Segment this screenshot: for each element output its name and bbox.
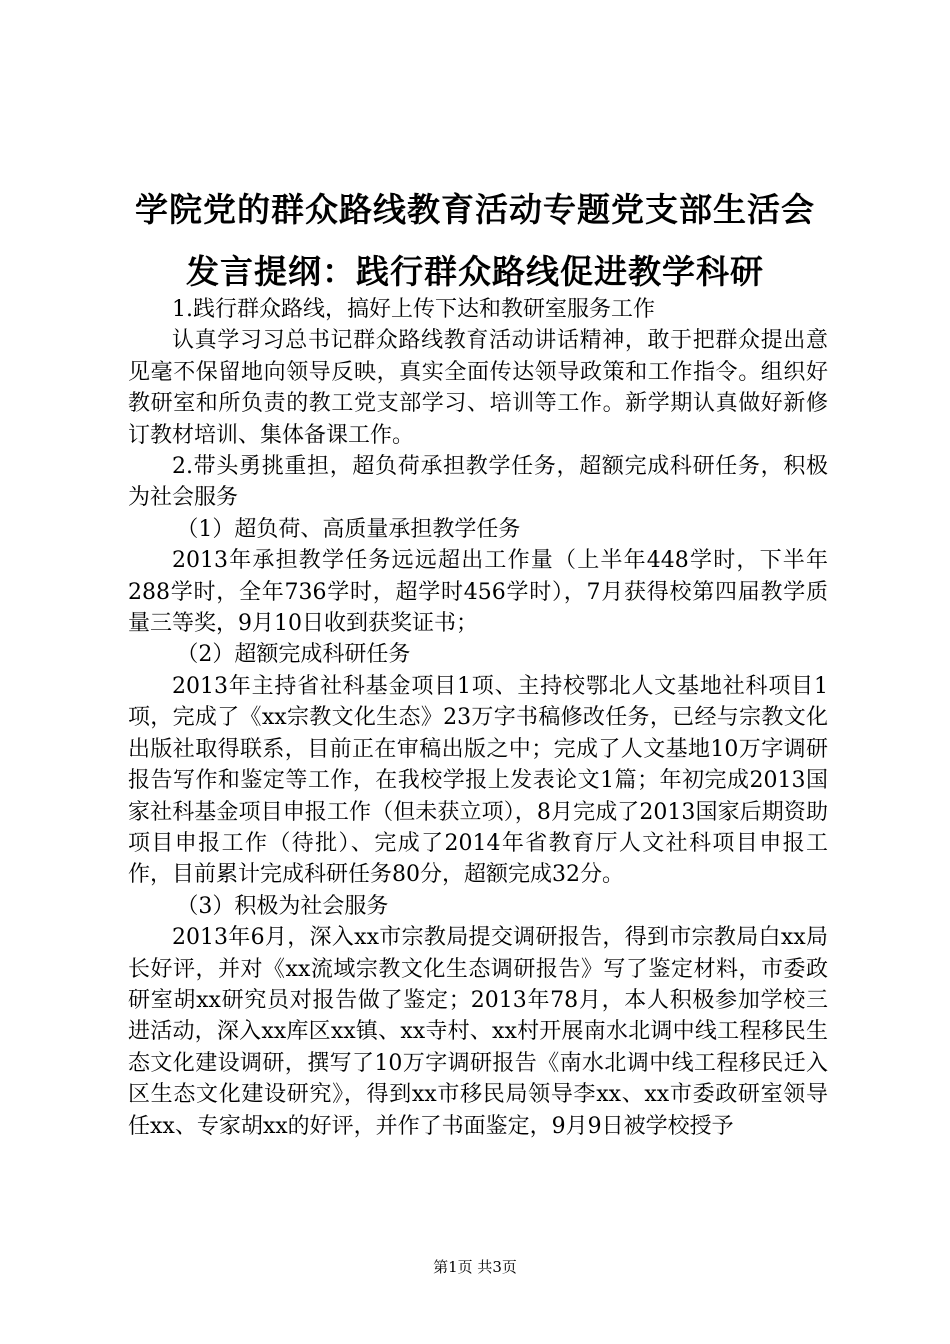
body-paragraph: 2013年6月，深入xx市宗教局提交调研报告，得到市宗教局白xx局长好评，并对《xx流域宗教文化生态调研报告》写了鉴定材料，市委政研室胡xx研究员对报告做了鉴定；2013年78月，本人积极参加学校三进活动，深入xx库区xx镇、xx寺村、xx村开展南水北调中线工程移民生态文化建设调研，撰写了10万字调研报告《南水北调中线工程移民迁入区生态文化建设研究》，得到xx市移民局领导李xx、xx市委政研室领导任xx、专家胡xx的好评，并作了书面鉴定，9月9日被学校授予 (128, 925, 828, 1139)
subsection-heading-2: （2）超额完成科研任务 (176, 642, 411, 668)
document-title-line-1: 学院党的群众路线教育活动专题党支部生活会 (135, 190, 815, 229)
page-footer: 第1页 共3页 (433, 1258, 517, 1276)
document-body (128, 294, 828, 1142)
body-paragraph: 2013年主持省社科基金项目1项、主持校鄂北人文基地社科项目1项，完成了《xx宗教文化生态》23万字书稿修改任务，已经与宗教文化出版社取得联系，目前正在审稿出版之中；完成了人文基地10万字调研报告写作和鉴定等工作，在我校学报上发表论文1篇；年初完成2013国家社科基金项目申报工作（但未获立项），8月完成了2013国家后期资助项目申报工作（待批）、完成了2014年省教育厅人文社科项目申报工作，目前累计完成科研任务80分，超额完成32分。 (128, 673, 828, 888)
subsection-heading-1: （1）超负荷、高质量承担教学任务 (176, 516, 521, 542)
section-heading-1: 1.践行群众路线，搞好上传下达和教研室服务工作 (172, 297, 655, 322)
section-heading-2: 2.带头勇挑重担，超负荷承担教学任务，超额完成科研任务，积极为社会服务 (128, 454, 828, 511)
subsection-heading-3: （3）积极为社会服务 (176, 893, 389, 919)
body-paragraph: 认真学习习总书记群众路线教育活动讲话精神，敢于把群众提出意见毫不保留地向领导反映，真实全面传达领导政策和工作指令。组织好教研室和所负责的教工党支部学习、培训等工作。新学期认真做好新修订教材培训、集体备课工作。 (128, 328, 828, 448)
document-title-line-2: 发言提纲：践行群众路线促进教学科研 (186, 252, 764, 291)
body-paragraph: 2013年承担教学任务远远超出工作量（上半年448学时，下半年288学时，全年736学时，超学时456学时），7月获得校第四届教学质量三等奖，9月10日收到获奖证书； (128, 548, 828, 637)
